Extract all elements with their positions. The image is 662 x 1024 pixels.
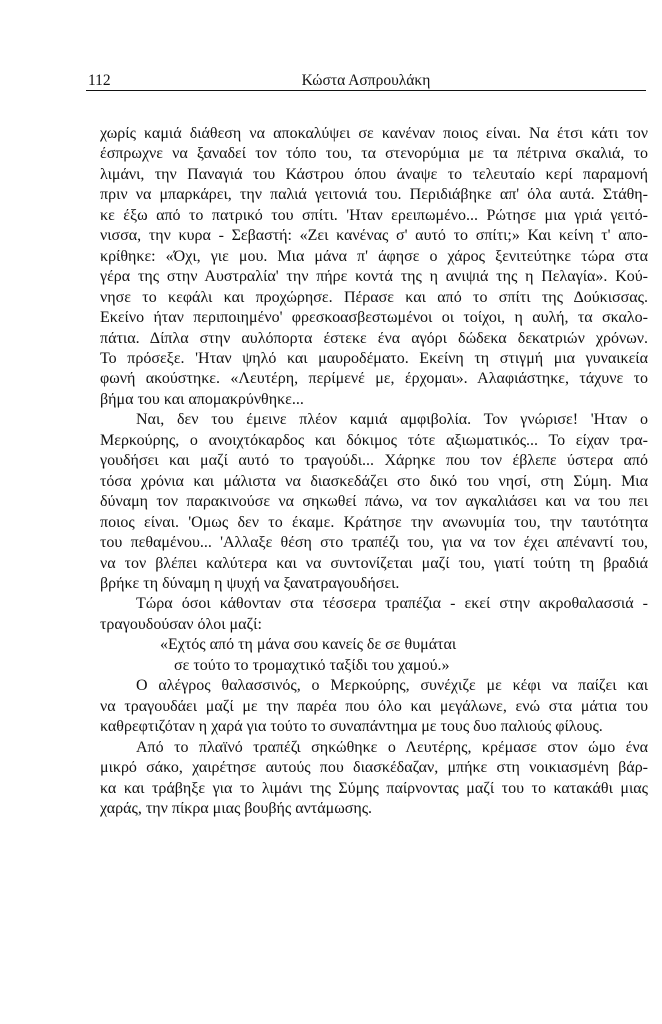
text-line: Μερκούρης, ο ανοιχτόκαρδος και δόκιμος τότε αξιωματικός... Το είχαν τρα- [100,431,648,449]
text-line: δύναμη τον παρακινούσε να σηκωθεί πάνω, να τον αγκαλιάσει και να του πει [100,493,648,511]
text-line: πριν να μπαρκάρει, την παλιά γειτονιά του. Περιδιάβηκε απ' όλα αυτά. Στάθη- [100,186,648,204]
text-line: Ο αλέγρος θαλασσινός, ο Μερκούρης, συνέχιζε με κέφι να παίζει και [136,677,648,695]
paragraph-4 [100,676,648,737]
paragraph-1 [100,124,648,410]
text-line: τόσα χρόνια και μάλιστα να διασκεδάζει στο δικό του νησί, στη Σύμη. Μια [100,472,648,490]
text-line: Εκείνο ήταν περιποιημένο' φρεσκοασβεστωμένοι οι τοίχοι, η αυλή, τα σκαλο- [100,309,648,327]
text-line: Ναι, δεν του έμεινε πλέον καμιά αμφιβολία. Τον γνώρισε! 'Ηταν ο [136,411,648,429]
body-text [100,124,648,819]
running-head-author: Κώστα Ασπρουλάκη [301,72,431,89]
text-line: κρίθηκε: «Όχι, γιε μου. Μια μάνα π' άφησε ο χάρος ξενιτεύτηκε τώρα στα [100,247,648,265]
text-line: του πεθαμένου... 'Αλλαξε θέση στο τραπέζι του, για να τον έχει απέναντί του, [100,534,648,552]
text-line: νισσα, την κυρα - Σεβαστή: «Ζει κανένας σ' αυτό το σπίτι;» Και κείνη τ' απο- [100,227,648,245]
verse-line: σε τούτο το τρομαχτικό ταξίδι του χαμού.» [174,656,450,674]
paragraph-3 [100,594,648,676]
text-line: λιμάνι, την Παναγιά του Κάστρου όπου άναψε το τελευταίο κερί παραμονή [100,165,648,183]
text-line: χαράς, την πίκρα μιας βουβής αντάμωσης. [100,799,373,817]
text-line: βρήκε τη δύναμη η ψυχή να ξανατραγουδήσει. [100,574,400,592]
paragraph-2 [100,410,648,594]
text-line: Από το πλαϊνό τραπέζι σηκώθηκε ο Λευτέρης, κρέμασε στον ώμο ένα [136,738,648,756]
text-line: κα και τράβηξε για το λιμάνι της Σύμης παίρνοντας μαζί του το κατακάθι μιας [100,779,648,797]
text-line: πάτια. Δίπλα στην αυλόπορτα έστεκε ένα αγόρι δώδεκα δεκατριών χρόνων. [100,329,648,347]
page-header [86,72,646,91]
text-line: να τον βλέπει καλύτερα και να συντονίζεται μαζί του, γιατί τούτη τη βραδιά [100,554,648,572]
paragraph-5 [100,738,648,820]
text-line: μικρό σάκο, χαιρέτησε αυτούς που διασκέδαζαν, μπήκε στη νοικιασμένη βάρ- [100,759,648,777]
text-line: τραγουδούσαν όλοι μαζί: [100,615,262,633]
text-line: φωνή ακούστηκε. «Λευτέρη, περίμενέ με, έρχομαι». Αλαφιάστηκε, τάχυνε το [100,370,648,388]
text-line: να τραγουδάει μαζί με την παρέα που όλο και μεγάλωνε, ενώ στα μάτια του [100,697,648,715]
text-line: ποιος είναι. 'Ομως δεν το έκαμε. Κράτησε την ανωνυμία του, την ταυτότητα [100,513,648,531]
text-line: γουδήσει και μαζί αυτό το τραγούδι... Χάρηκε που τον έβλεπε ύστερα από [100,452,648,470]
page-number: 112 [88,72,111,89]
text-line: Τώρα όσοι κάθονταν στα τέσσερα τραπέζια - εκεί στην ακροθαλασσιά - [136,595,648,613]
text-line: Το πρόσεξε. 'Ηταν ψηλό και μαυροδέματο. Εκείνη τη στιγμή μια γυναικεία [100,349,648,367]
text-line: γέρα της στην Αυστραλία' την πήρε κοντά της η ανιψιά της η Πελαγία». Κού- [100,268,648,286]
text-line: χωρίς καμιά διάθεση να αποκαλύψει σε κανέναν ποιος είναι. Να έτσι κάτι τον [100,125,648,142]
text-line: κε έξω από το πατρικό του σπίτι. 'Ηταν ερειπωμένο... Ρώτησε μια γριά γειτό- [100,206,648,224]
text-line: βήμα του και απομακρύνθηκε... [100,390,304,408]
text-line: έσπρωχνε να ξαναδεί τον τόπο του, τα στενορύμια με τα πέτρινα σκαλιά, το [100,145,648,163]
verse-line: «Εχτός από τη μάνα σου κανείς δε σε θυμάται [160,636,457,654]
text-line: καθρεφτιζόταν η χαρά για τούτο το συναπάντημα με τους δυο παλιούς φίλους. [100,718,603,736]
text-line: νησε το κεφάλι και προχώρησε. Πέρασε και από το σπίτι της Δούκισσας. [100,288,648,306]
